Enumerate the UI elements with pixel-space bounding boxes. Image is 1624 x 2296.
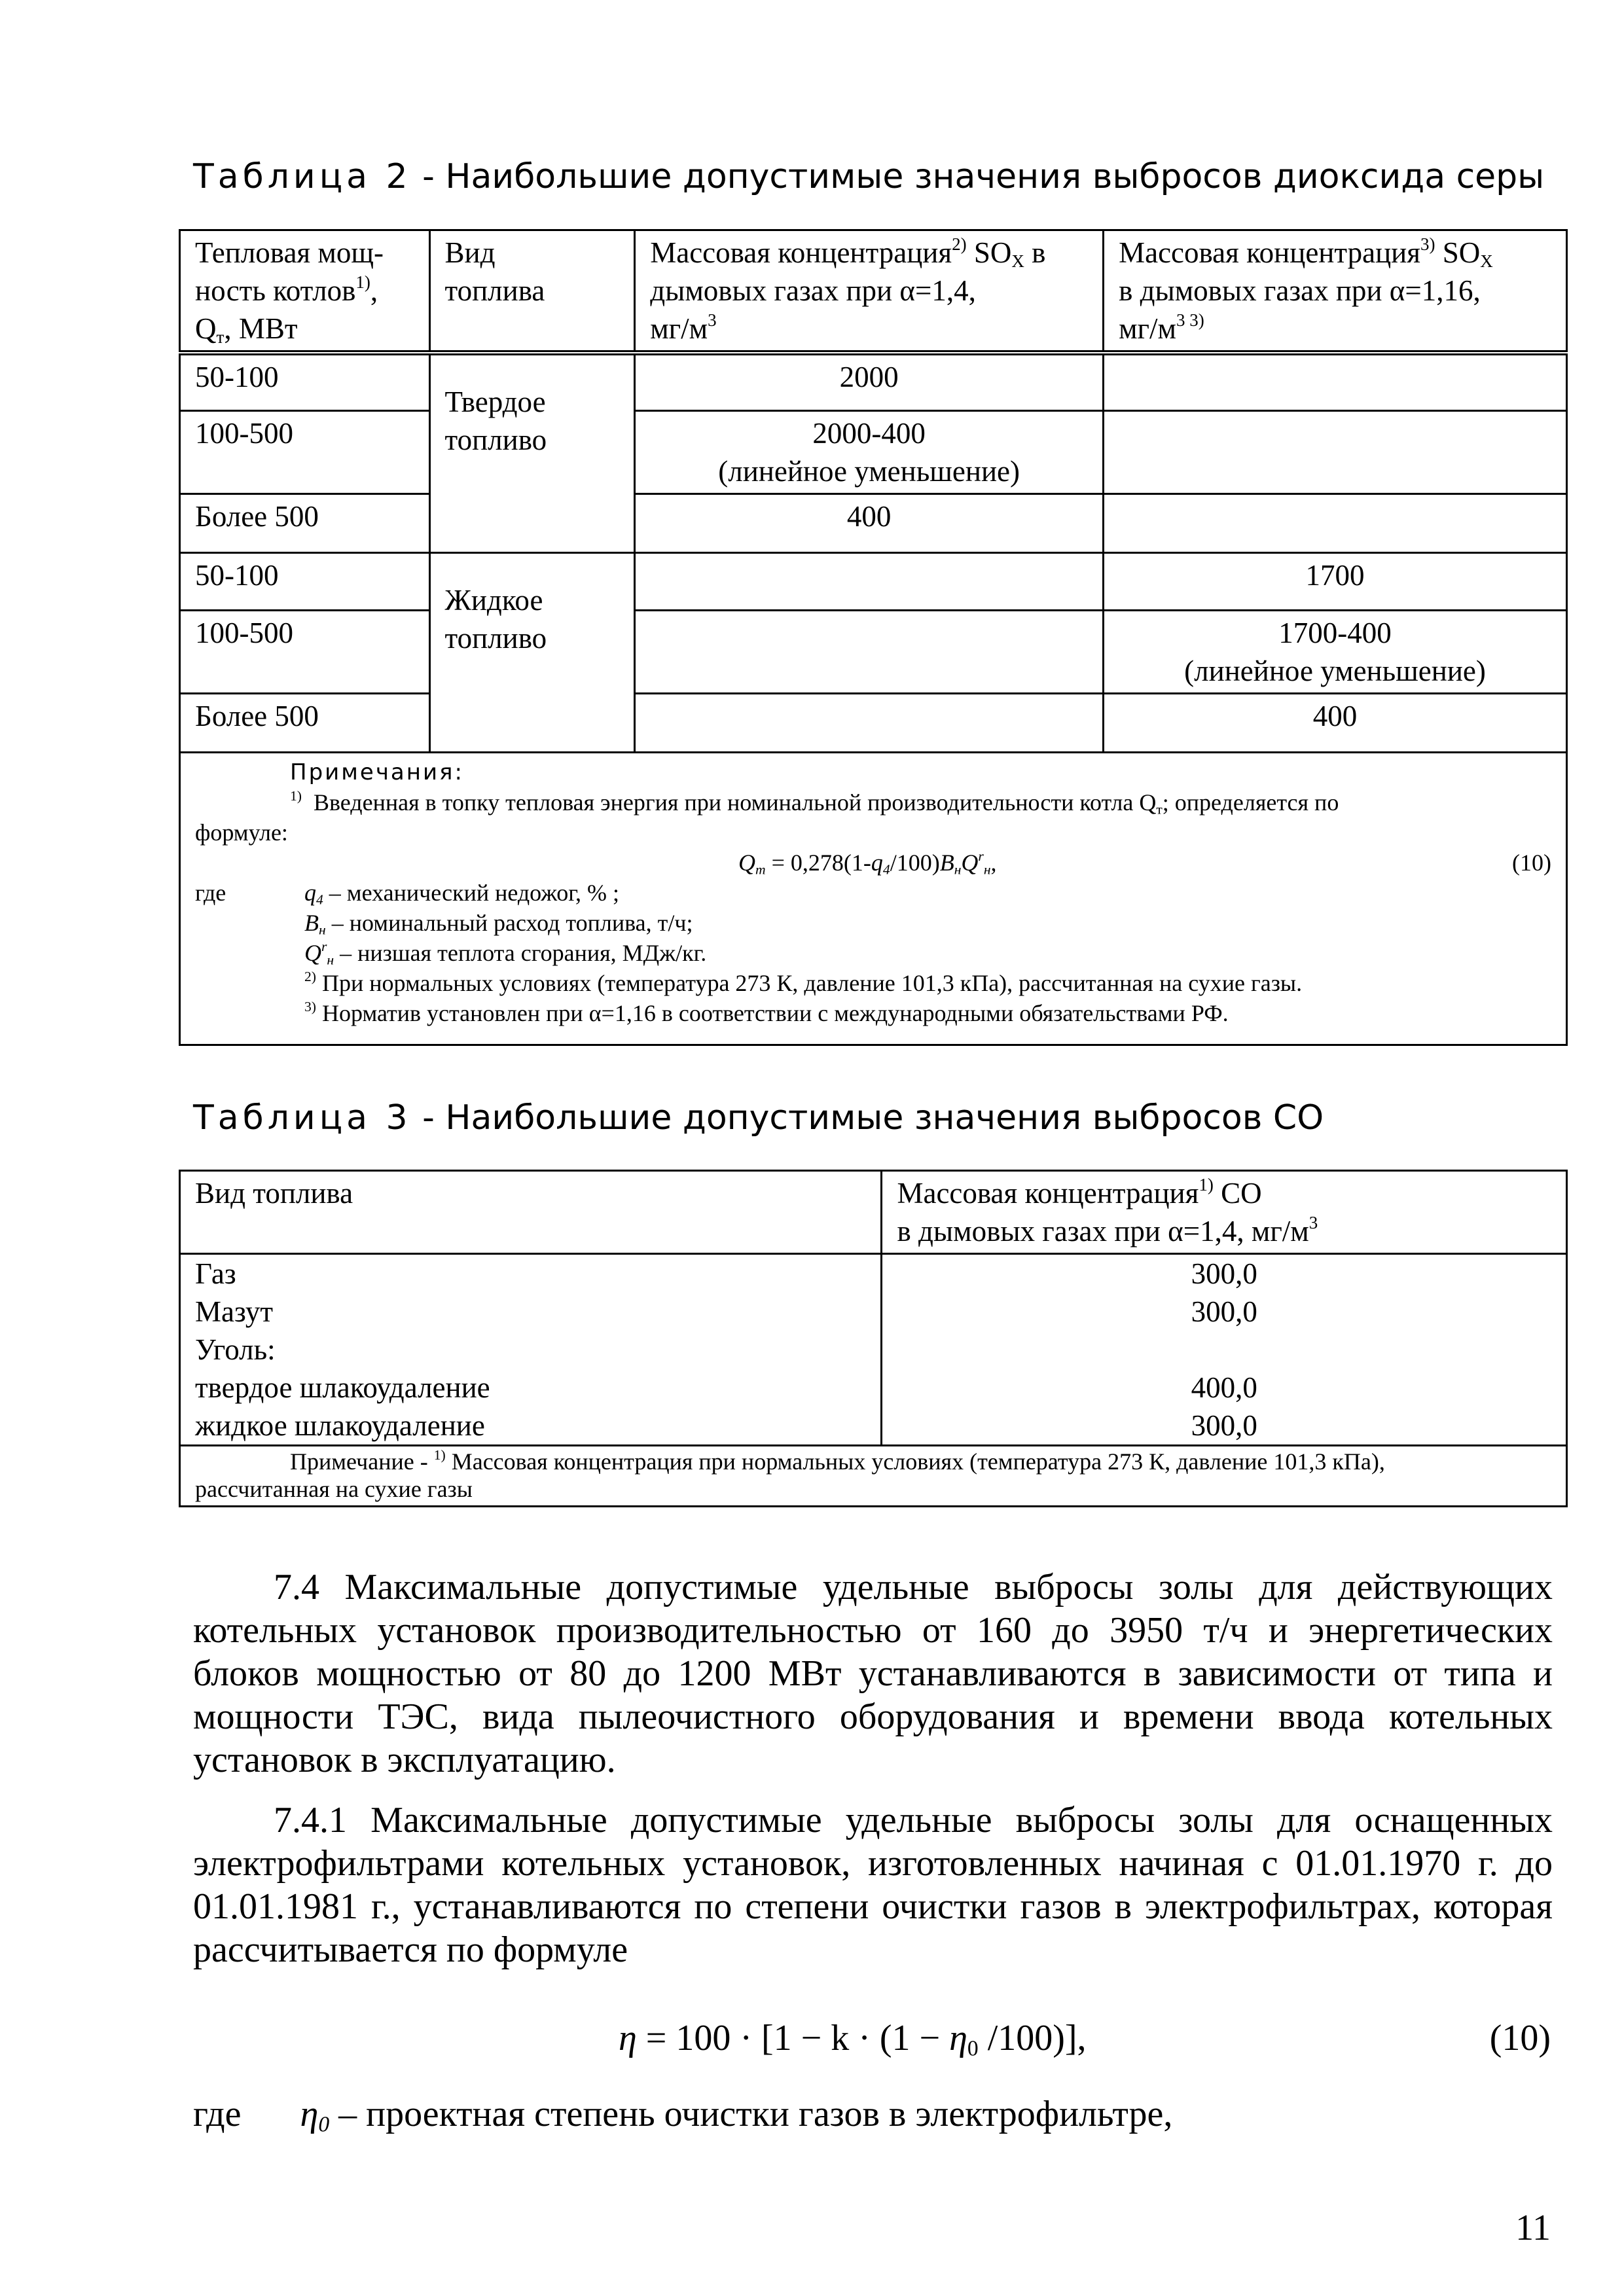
table2-solid-power-1: 50-100: [180, 353, 430, 410]
table3: [179, 1170, 1568, 1507]
table2-note-formula-number: (10): [1512, 849, 1551, 876]
table2-note3: $^{3)}$ Норматив установлен при α=1,16 в соответствии с международными обязательствами РФ.: [304, 998, 1229, 1026]
table3-caption: [193, 1098, 1324, 1138]
table2-solid-v116-3: [1104, 493, 1567, 552]
table-row: [180, 353, 1567, 410]
table2-note1: $^{1)}$ Введенная в топку тепловая энергия при номинальной производительности котла $Q_т$; определяется по: [290, 787, 1339, 817]
table2-header-conc-116: Массовая концентрация$^{3)}$ $SO_X$ в дымовых газах при α=1,16, $мг/м^{3 3)}$: [1104, 230, 1567, 353]
table2-solid-fuel: Твердое топливо: [429, 353, 635, 552]
table2-notes-row: [180, 752, 1567, 1045]
table2-header-row: [180, 230, 1567, 353]
list-item: Уголь:: [195, 1333, 276, 1366]
table-row: [180, 410, 1567, 493]
table2-note-formula: $Q_т = 0,278(1-q_4/100)B_нQ^r_н$, (10): [738, 848, 1551, 877]
table2-liquid-power-1: 50-100: [180, 552, 430, 610]
table-row: [180, 610, 1567, 693]
table2-caption-text: - Наибольшие допустимые значения выбросов диоксида серы: [422, 157, 1545, 196]
table-row: [180, 693, 1567, 752]
paragraph-7-4-1: 7.4.1 Максимальные допустимые удельные выбросы золы для оснащенных электрофильтрами котельных установок, изготовленных начиная с 01.01.1970 г. до 01.01.1981 г., устанавливаются по степени очистки газов в электрофильтрах, которая рассчитывается по формуле: [193, 1800, 1553, 1970]
table2-solid-v14-1: 2000: [635, 353, 1104, 410]
list-item: [882, 1331, 1566, 1369]
list-item: Мазут: [195, 1295, 273, 1328]
table2-solid-v14-3: 400: [635, 493, 1104, 552]
list-item: жидкое шлакоудаление: [195, 1409, 485, 1442]
table3-header-conc: Массовая концентрация$^{1)}$ CO в дымовых газах при α=1,4, $мг/м^3$: [882, 1171, 1567, 1254]
page-number: 11: [1515, 2208, 1551, 2248]
table3-header-row: [180, 1171, 1567, 1254]
table2-liquid-fuel: Жидкое топливо: [429, 552, 635, 752]
table3-note-row: [180, 1446, 1567, 1507]
table2-liquid-v116-3: 400: [1104, 693, 1567, 752]
table2-liquid-v14-3: [635, 693, 1104, 752]
table2-solid-v116-1: [1104, 353, 1567, 410]
table2-note-where-2: $B_н$ – номинальный расход топлива, т/ч;: [304, 909, 693, 937]
table2-solid-v14-2: 2000-400 (линейное уменьшение): [635, 410, 1104, 493]
table3-value-list: [882, 1254, 1567, 1446]
table2-note2: $^{2)}$ При нормальных условиях (температура 273 К, давление 101,3 кПа), рассчитанная на сухие газы.: [304, 968, 1303, 996]
table2-note-where-1: где $q_4$ – механический недожог, % ;: [195, 879, 619, 907]
table2-notes-heading: Примечания:: [290, 759, 464, 785]
list-item: 300,0: [1191, 1257, 1257, 1290]
formula-eta: $\eta = 100 \cdot [1 - k \cdot (1 - \eta_0$ /100)],: [619, 2018, 1087, 2061]
list-item: Газ: [195, 1257, 236, 1290]
table3-caption-lead: Таблица 3: [193, 1098, 412, 1138]
table2-solid-power-3: Более 500: [180, 493, 430, 552]
table3-header-fuel: Вид топлива: [180, 1171, 882, 1254]
table2-caption: [193, 157, 1544, 196]
formula-where: где $\eta_0$ – проектная степень очистки газов в электрофильтре,: [193, 2094, 1173, 2137]
table2-liquid-power-3: Более 500: [180, 693, 430, 752]
table2-header-conc-14: Массовая концентрация$^{2)}$ $SO_X$ в дымовых газах при α=1,4, $мг/м^3$: [635, 230, 1104, 353]
table3-note: Примечание - $^{1)}$ Массовая концентрация при нормальных условиях (температура 273 К, давление 101,3 кПа), рассчитанная на сухие газы: [180, 1446, 1567, 1507]
list-item: твердое шлакоудаление: [195, 1371, 490, 1404]
table2-note-where-3: $Q^r_н$ – низшая теплота сгорания, МДж/кг.: [304, 938, 707, 967]
list-item: 400,0: [1191, 1371, 1257, 1404]
table3-body-row: [180, 1254, 1567, 1446]
table-row: [180, 493, 1567, 552]
table2-notes: [180, 752, 1567, 1045]
table2-note1-cont: формуле:: [195, 819, 288, 846]
table2-liquid-power-2: 100-500: [180, 610, 430, 693]
table2: [179, 229, 1568, 1046]
formula-number: (10): [1489, 2018, 1551, 2058]
table2-liquid-v14-1: [635, 552, 1104, 610]
table2-liquid-v116-1: 1700: [1104, 552, 1567, 610]
table2-solid-power-2: 100-500: [180, 410, 430, 493]
table2-header-power: Тепловая мощ- ность котлов$^{1)}$, $Q_т$, МВт: [180, 230, 430, 353]
paragraph-7-4: 7.4 Максимальные допустимые удельные выбросы золы для действующих котельных установок производительностью от 160 до 3950 т/ч и энергетических блоков мощностью от 80 до 1200 МВт устанавливаются в зависимости от типа и мощности ТЭС, вида пылеочистного оборудования и времени ввода котельных установок в эксплуатацию.: [193, 1567, 1553, 1780]
list-item: 300,0: [1191, 1409, 1257, 1442]
table2-solid-v116-2: [1104, 410, 1567, 493]
table-row: [180, 552, 1567, 610]
list-item: 300,0: [1191, 1295, 1257, 1328]
table2-header-fuel: Вид топлива: [429, 230, 635, 353]
table3-fuel-list: [180, 1254, 882, 1446]
table2-liquid-v14-2: [635, 610, 1104, 693]
table2-liquid-v116-2: 1700-400 (линейное уменьшение): [1104, 610, 1567, 693]
table3-caption-text: - Наибольшие допустимые значения выбросов CO: [422, 1098, 1324, 1138]
table2-caption-lead: Таблица 2: [193, 157, 412, 196]
